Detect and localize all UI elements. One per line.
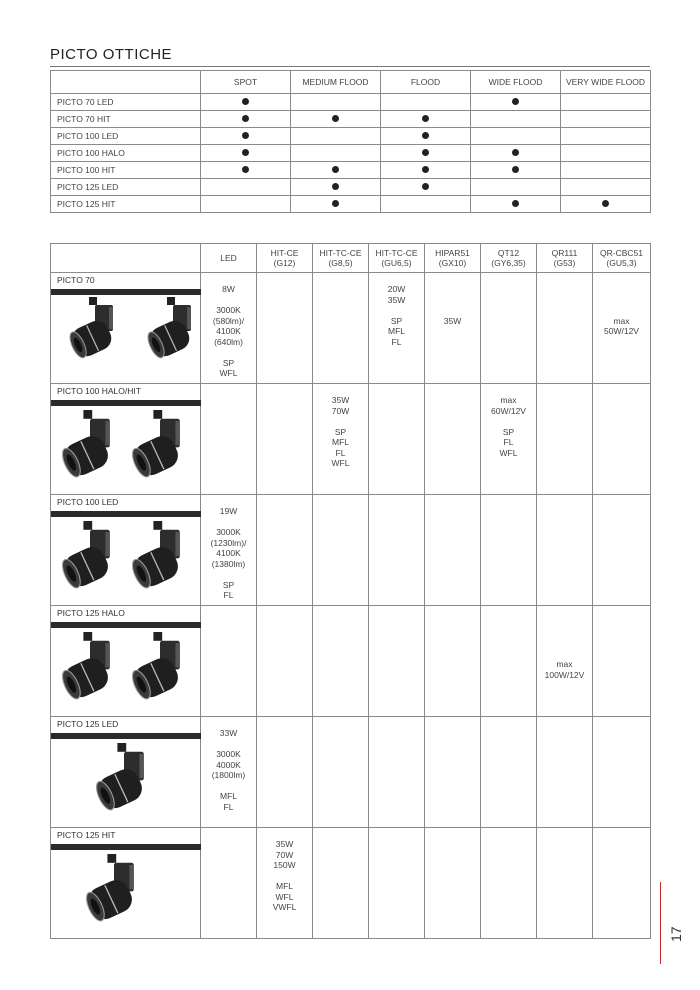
optics-cell — [471, 196, 561, 213]
spec-text — [537, 828, 592, 839]
spec-cell — [257, 828, 313, 939]
optics-cell — [381, 196, 471, 213]
optics-row-name: PICTO 125 LED — [51, 179, 201, 196]
spec-text — [313, 828, 368, 839]
availability-dot-icon — [242, 166, 249, 173]
product-cell — [51, 717, 201, 828]
spec-text: 35W 70W SP MFL FL WFL — [331, 395, 350, 468]
spotlight-icon — [91, 743, 157, 818]
spec-text — [481, 606, 536, 617]
availability-dot-icon — [512, 166, 519, 173]
optics-cell — [291, 145, 381, 162]
optics-header-empty — [51, 71, 201, 94]
product-name: PICTO 125 HIT — [57, 830, 116, 840]
spec-text — [537, 717, 592, 728]
model-row — [51, 717, 651, 828]
spec-cell — [369, 384, 425, 495]
models-table — [50, 243, 651, 939]
spec-text — [537, 273, 592, 284]
spotlight-icon — [81, 854, 147, 929]
spec-text — [257, 606, 312, 617]
spec-cell — [425, 273, 481, 384]
spec-cell — [425, 384, 481, 495]
availability-dot-icon — [602, 200, 609, 207]
spotlight-icon — [127, 410, 193, 485]
availability-dot-icon — [422, 183, 429, 190]
spotlight-icon — [57, 410, 123, 485]
spec-cell — [201, 828, 257, 939]
spec-text — [257, 717, 312, 728]
spec-text — [369, 495, 424, 506]
spec-text — [257, 273, 312, 284]
spec-text — [369, 828, 424, 839]
models-header-cell: QR111 (G53) — [537, 244, 593, 273]
spec-cell — [425, 828, 481, 939]
spec-cell — [313, 495, 369, 606]
spec-cell — [593, 828, 651, 939]
spotlight-icon — [143, 297, 203, 366]
spec-text — [593, 717, 650, 728]
optics-row-name: PICTO 100 HALO — [51, 145, 201, 162]
spec-cell — [201, 606, 257, 717]
availability-dot-icon — [332, 200, 339, 207]
optics-header-row — [51, 71, 651, 94]
spec-cell — [537, 606, 593, 717]
model-row — [51, 606, 651, 717]
spec-text — [481, 273, 536, 284]
spec-text — [593, 384, 650, 395]
spec-cell — [257, 273, 313, 384]
spec-cell — [313, 273, 369, 384]
spec-cell — [201, 384, 257, 495]
optics-cell — [291, 94, 381, 111]
track-rail — [51, 511, 201, 517]
spec-text — [425, 828, 480, 839]
spotlight-icon — [127, 632, 193, 707]
spec-text — [369, 606, 424, 617]
optics-cell — [201, 111, 291, 128]
track-rail — [51, 400, 201, 406]
optics-cell — [201, 128, 291, 145]
optics-row — [51, 196, 651, 213]
spec-cell — [481, 717, 537, 828]
optics-cell — [381, 162, 471, 179]
spec-text: 35W — [443, 315, 462, 326]
spec-cell — [593, 717, 651, 828]
optics-cell — [381, 94, 471, 111]
availability-dot-icon — [242, 115, 249, 122]
availability-dot-icon — [242, 98, 249, 105]
optics-row-name: PICTO 70 HIT — [51, 111, 201, 128]
track-rail — [51, 289, 201, 295]
optics-row — [51, 145, 651, 162]
optics-cell — [201, 196, 291, 213]
models-header-cell: HIT-TC-CE (GU6,5) — [369, 244, 425, 273]
spec-text — [369, 717, 424, 728]
spec-cell — [201, 717, 257, 828]
spec-text — [425, 717, 480, 728]
spec-text — [481, 828, 536, 839]
title-divider — [50, 66, 650, 67]
optics-row-name: PICTO 125 HIT — [51, 196, 201, 213]
spec-text — [201, 606, 256, 617]
spec-cell — [369, 495, 425, 606]
spec-cell — [257, 495, 313, 606]
optics-cell — [561, 128, 651, 145]
spec-text — [313, 717, 368, 728]
product-cell — [51, 606, 201, 717]
spec-text — [537, 384, 592, 395]
spec-text — [425, 384, 480, 395]
spotlight-icon — [57, 521, 123, 596]
optics-cell — [471, 94, 561, 111]
availability-dot-icon — [422, 149, 429, 156]
model-row — [51, 495, 651, 606]
spec-cell — [257, 717, 313, 828]
spec-text — [257, 384, 312, 395]
optics-cell — [381, 179, 471, 196]
product-name: PICTO 70 — [57, 275, 95, 285]
product-name: PICTO 125 HALO — [57, 608, 125, 618]
spec-cell — [257, 384, 313, 495]
optics-cell — [381, 111, 471, 128]
models-header-cell: HIT-TC-CE (G8,5) — [313, 244, 369, 273]
spec-text — [593, 606, 650, 617]
optics-cell — [471, 111, 561, 128]
spec-text: 19W 3000K (1230lm)/ 4100K (1380lm) SP FL — [210, 506, 247, 600]
spec-cell — [425, 495, 481, 606]
spec-cell — [257, 606, 313, 717]
spec-text — [369, 384, 424, 395]
spec-cell — [481, 828, 537, 939]
models-header-cell: LED — [201, 244, 257, 273]
track-rail — [51, 622, 201, 628]
model-row — [51, 273, 651, 384]
optics-cell — [201, 162, 291, 179]
product-cell — [51, 384, 201, 495]
spec-text — [593, 828, 650, 839]
spec-cell — [313, 717, 369, 828]
optics-header-cell: SPOT — [201, 71, 291, 94]
spec-cell — [593, 384, 651, 495]
optics-cell — [291, 162, 381, 179]
spec-cell — [313, 384, 369, 495]
optics-cell — [291, 196, 381, 213]
availability-dot-icon — [422, 132, 429, 139]
optics-row — [51, 179, 651, 196]
optics-cell — [561, 162, 651, 179]
spec-cell — [369, 828, 425, 939]
spec-cell — [537, 495, 593, 606]
optics-row — [51, 162, 651, 179]
availability-dot-icon — [512, 149, 519, 156]
page-number: 17 — [668, 926, 684, 942]
spec-cell — [481, 606, 537, 717]
optics-cell — [201, 94, 291, 111]
spec-text — [481, 495, 536, 506]
optics-cell — [381, 145, 471, 162]
spec-text — [481, 717, 536, 728]
spotlight-icon — [65, 297, 125, 366]
spec-cell — [369, 717, 425, 828]
spec-text — [201, 828, 256, 839]
spec-cell — [537, 717, 593, 828]
optics-header-cell: FLOOD — [381, 71, 471, 94]
models-header-row — [51, 244, 651, 273]
spec-text: 8W 3000K (580lm)/ 4100K (640lm) SP WFL — [212, 284, 245, 378]
product-cell — [51, 828, 201, 939]
track-rail — [51, 733, 201, 739]
optics-cell — [561, 145, 651, 162]
availability-dot-icon — [332, 166, 339, 173]
spec-cell — [537, 273, 593, 384]
spec-cell — [481, 384, 537, 495]
spec-text: 33W 3000K 4000K (1800lm) MFL FL — [211, 728, 246, 812]
availability-dot-icon — [512, 200, 519, 207]
spec-cell — [369, 273, 425, 384]
spec-text — [313, 273, 368, 284]
spec-text: max 60W/12V SP FL WFL — [491, 395, 526, 458]
spec-text — [313, 606, 368, 617]
spec-text: 35W 70W 150W MFL WFL VWFL — [272, 839, 297, 912]
availability-dot-icon — [242, 149, 249, 156]
optics-cell — [381, 128, 471, 145]
optics-cell — [561, 94, 651, 111]
spec-cell — [425, 606, 481, 717]
spec-cell — [593, 606, 651, 717]
spec-cell — [537, 828, 593, 939]
availability-dot-icon — [512, 98, 519, 105]
spec-text: 20W 35W SP MFL FL — [387, 284, 406, 347]
optics-row-name: PICTO 100 HIT — [51, 162, 201, 179]
optics-row — [51, 128, 651, 145]
page-title: PICTO OTTICHE — [50, 46, 173, 63]
models-header-empty — [51, 244, 201, 273]
availability-dot-icon — [422, 115, 429, 122]
product-cell — [51, 495, 201, 606]
spec-cell — [537, 384, 593, 495]
optics-header-cell: VERY WIDE FLOOD — [561, 71, 651, 94]
models-header-cell: QT12 (GY6,35) — [481, 244, 537, 273]
spec-text — [313, 495, 368, 506]
optics-table — [50, 70, 651, 213]
optics-row — [51, 94, 651, 111]
spec-text — [593, 495, 650, 506]
spec-cell — [593, 495, 651, 606]
availability-dot-icon — [332, 183, 339, 190]
model-row — [51, 828, 651, 939]
track-rail — [51, 844, 201, 850]
availability-dot-icon — [332, 115, 339, 122]
spec-cell — [201, 495, 257, 606]
spec-cell — [481, 273, 537, 384]
spec-text — [257, 495, 312, 506]
product-name: PICTO 100 LED — [57, 497, 119, 507]
optics-cell — [471, 128, 561, 145]
spec-text — [425, 495, 480, 506]
model-row — [51, 384, 651, 495]
optics-cell — [291, 179, 381, 196]
optics-cell — [471, 145, 561, 162]
page-number-rule — [660, 882, 661, 964]
optics-cell — [201, 145, 291, 162]
models-header-cell: HIPAR51 (GX10) — [425, 244, 481, 273]
spec-cell — [201, 273, 257, 384]
optics-row-name: PICTO 100 LED — [51, 128, 201, 145]
optics-cell — [201, 179, 291, 196]
optics-cell — [561, 179, 651, 196]
product-name: PICTO 100 HALO/HIT — [57, 386, 141, 396]
spec-text: max 50W/12V — [604, 315, 639, 336]
spotlight-icon — [57, 632, 123, 707]
product-cell — [51, 273, 201, 384]
availability-dot-icon — [242, 132, 249, 139]
product-name: PICTO 125 LED — [57, 719, 119, 729]
optics-row-name: PICTO 70 LED — [51, 94, 201, 111]
spec-cell — [313, 828, 369, 939]
spec-cell — [593, 273, 651, 384]
optics-cell — [561, 196, 651, 213]
optics-row — [51, 111, 651, 128]
optics-cell — [471, 162, 561, 179]
spec-cell — [481, 495, 537, 606]
optics-header-cell: WIDE FLOOD — [471, 71, 561, 94]
spec-text — [425, 606, 480, 617]
spec-text: max 100W/12V — [544, 659, 585, 680]
spec-text — [201, 384, 256, 395]
availability-dot-icon — [422, 166, 429, 173]
optics-cell — [561, 111, 651, 128]
optics-header-cell: MEDIUM FLOOD — [291, 71, 381, 94]
optics-cell — [471, 179, 561, 196]
spec-cell — [313, 606, 369, 717]
models-header-cell: HIT-CE (G12) — [257, 244, 313, 273]
spotlight-icon — [127, 521, 193, 596]
optics-cell — [291, 111, 381, 128]
optics-cell — [291, 128, 381, 145]
spec-cell — [425, 717, 481, 828]
spec-text — [537, 495, 592, 506]
spec-cell — [369, 606, 425, 717]
models-header-cell: QR-CBC51 (GU5,3) — [593, 244, 651, 273]
